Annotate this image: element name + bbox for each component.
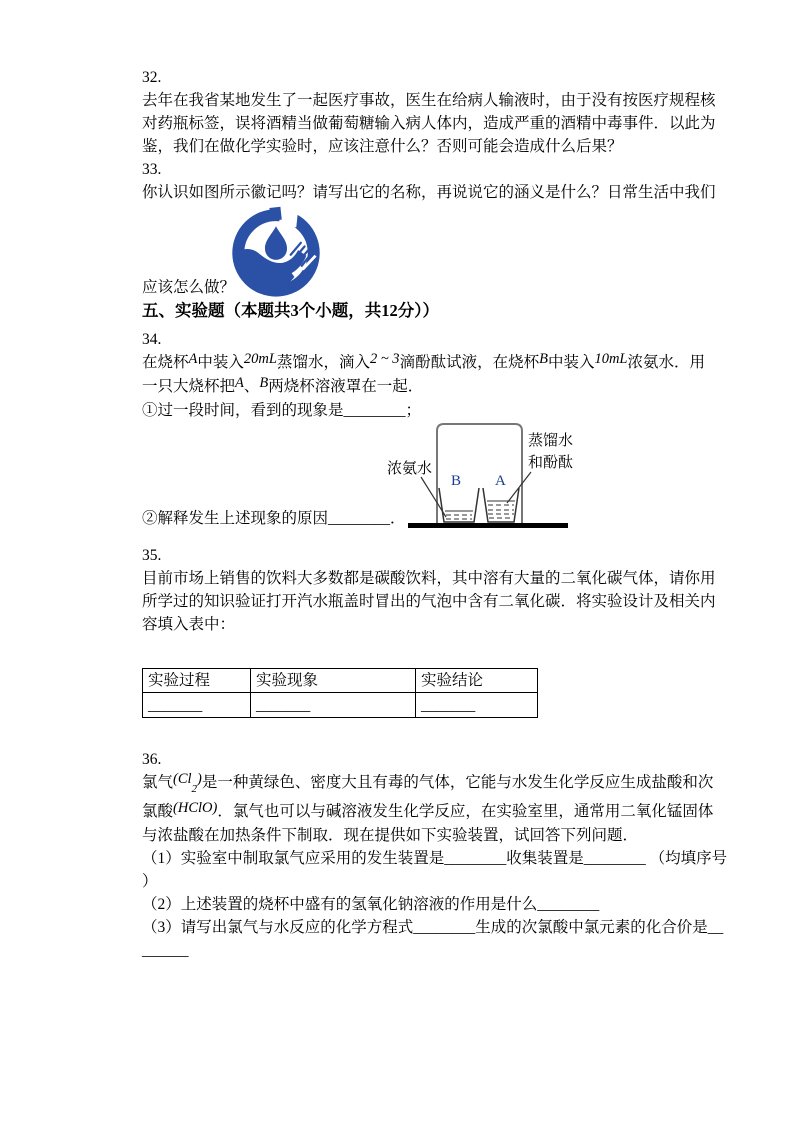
question-36-text-line-3: 与浓盐酸在加热条件下制取．现在提供如下实验装置，试回答下列问题．: [142, 827, 639, 845]
beaker-b-label: B: [451, 473, 462, 489]
question-34-item-2: ②解释发生上述现象的原因________．: [142, 510, 406, 527]
question-36-number: 36.: [142, 751, 162, 768]
question-35-text-line-1: 目前市场上销售的饮料大多数都是碳酸饮料，其中溶有大量的二氧化碳气体，请你用: [142, 570, 716, 587]
table-blank-process: _______: [143, 693, 251, 718]
question-36-text-line-1: 氯气$(Cl_2)$是一种黄绿色、密度大且有毒的气体，它能与水发生化学反应生成盐酸和次: [142, 771, 714, 796]
question-34-text-line-2: 一只大烧杯把A、B两烧杯溶液罩在一起．: [142, 375, 424, 395]
answer-blank: ________: [343, 402, 406, 419]
experiment-table-blank-row: [143, 693, 538, 718]
question-34-item-1: ①过一段时间，看到的现象是________；: [142, 402, 422, 419]
experiment-table: [142, 668, 538, 718]
question-33-text-line-1: 你认识如图所示徽记吗？请写出它的名称，再说说它的涵义是什么？日常生活中我们: [142, 184, 716, 201]
question-36-text-line-2: 氯酸(HClO)．氯气也可以与碱溶液发生化学反应，在实验室里，通常用二氧化锰固体: [142, 800, 714, 821]
answer-blank: ________: [328, 510, 391, 527]
question-32-text-line-3: 鉴，我们在做化学实验时，应该注意什么？否则可能会造成什么后果？: [142, 138, 623, 155]
water-saving-logo-icon: [230, 205, 322, 299]
answer-blank: ________: [537, 896, 600, 914]
question-33-number: 33.: [142, 161, 162, 178]
question-32-number: 32.: [142, 69, 162, 86]
diagram-label-phenolphthalein: 和酚酞: [528, 455, 574, 471]
diagram-label-distilled-water: 蒸馏水: [528, 433, 574, 449]
question-35-text-line-2: 所学过的知识验证打开汽水瓶盖时冒出的气泡中含有二氧化碳．将实验设计及相关内: [142, 593, 716, 610]
question-36-item-1-continuation: ）: [142, 873, 158, 891]
question-35-text-line-3: 容填入表中：: [142, 616, 236, 633]
question-34-text-line-1: 在烧杯A中装入20mL蒸馏水，滴入2 ~ 3滴酚酞试液，在烧杯B中装入10mL浓氨水．用: [142, 351, 706, 371]
question-36-item-3: （3）请写出氯气与水反应的化学方程式________生成的次氯酸中氯元素的化合价是__: [142, 919, 724, 937]
table-header-phenomenon: 实验现象: [251, 669, 416, 693]
beaker-experiment-diagram: [385, 410, 585, 536]
table-header-conclusion: 实验结论: [416, 669, 538, 693]
question-32-text-line-2: 对药瓶标签，误将酒精当做葡萄糖输入病人体内，造成严重的酒精中毒事件．以此为: [142, 115, 716, 132]
question-34-diagram-row: [142, 399, 662, 532]
question-32-text-line-1: 去年在我省某地发生了一起医疗事故，医生在给病人输液时，由于没有按医疗规程核: [142, 92, 716, 109]
answer-blank: ________: [444, 850, 507, 868]
question-34-number: 34.: [142, 331, 162, 348]
question-36-item-3-continuation: ______: [142, 942, 189, 960]
experiment-table-header-row: [143, 669, 538, 693]
answer-blank: ________: [413, 919, 476, 937]
diagram-label-ammonia: 浓氨水: [387, 461, 433, 477]
answer-blank: ________: [583, 850, 646, 868]
table-header-process: 实验过程: [143, 669, 251, 693]
section-5-header: 五、实验题（本题共3个小题，共12分））: [142, 301, 439, 320]
question-36-item-1: （1）实验室中制取氯气应采用的发生装置是________收集装置是________ （均填序号: [142, 850, 728, 868]
question-35-number: 35.: [142, 547, 162, 564]
question-33-text-line-2: 应该怎么做？: [142, 279, 236, 296]
question-36-item-2: （2）上述装置的烧杯中盛有的氢氧化钠溶液的作用是什么________: [142, 896, 600, 914]
exam-content: [142, 66, 728, 962]
answer-blank: __: [707, 919, 724, 937]
beaker-a-label: A: [495, 473, 506, 489]
table-blank-conclusion: _______: [416, 693, 538, 718]
question-33-figure-row: [142, 204, 662, 299]
table-blank-phenomenon: _______: [251, 693, 416, 718]
